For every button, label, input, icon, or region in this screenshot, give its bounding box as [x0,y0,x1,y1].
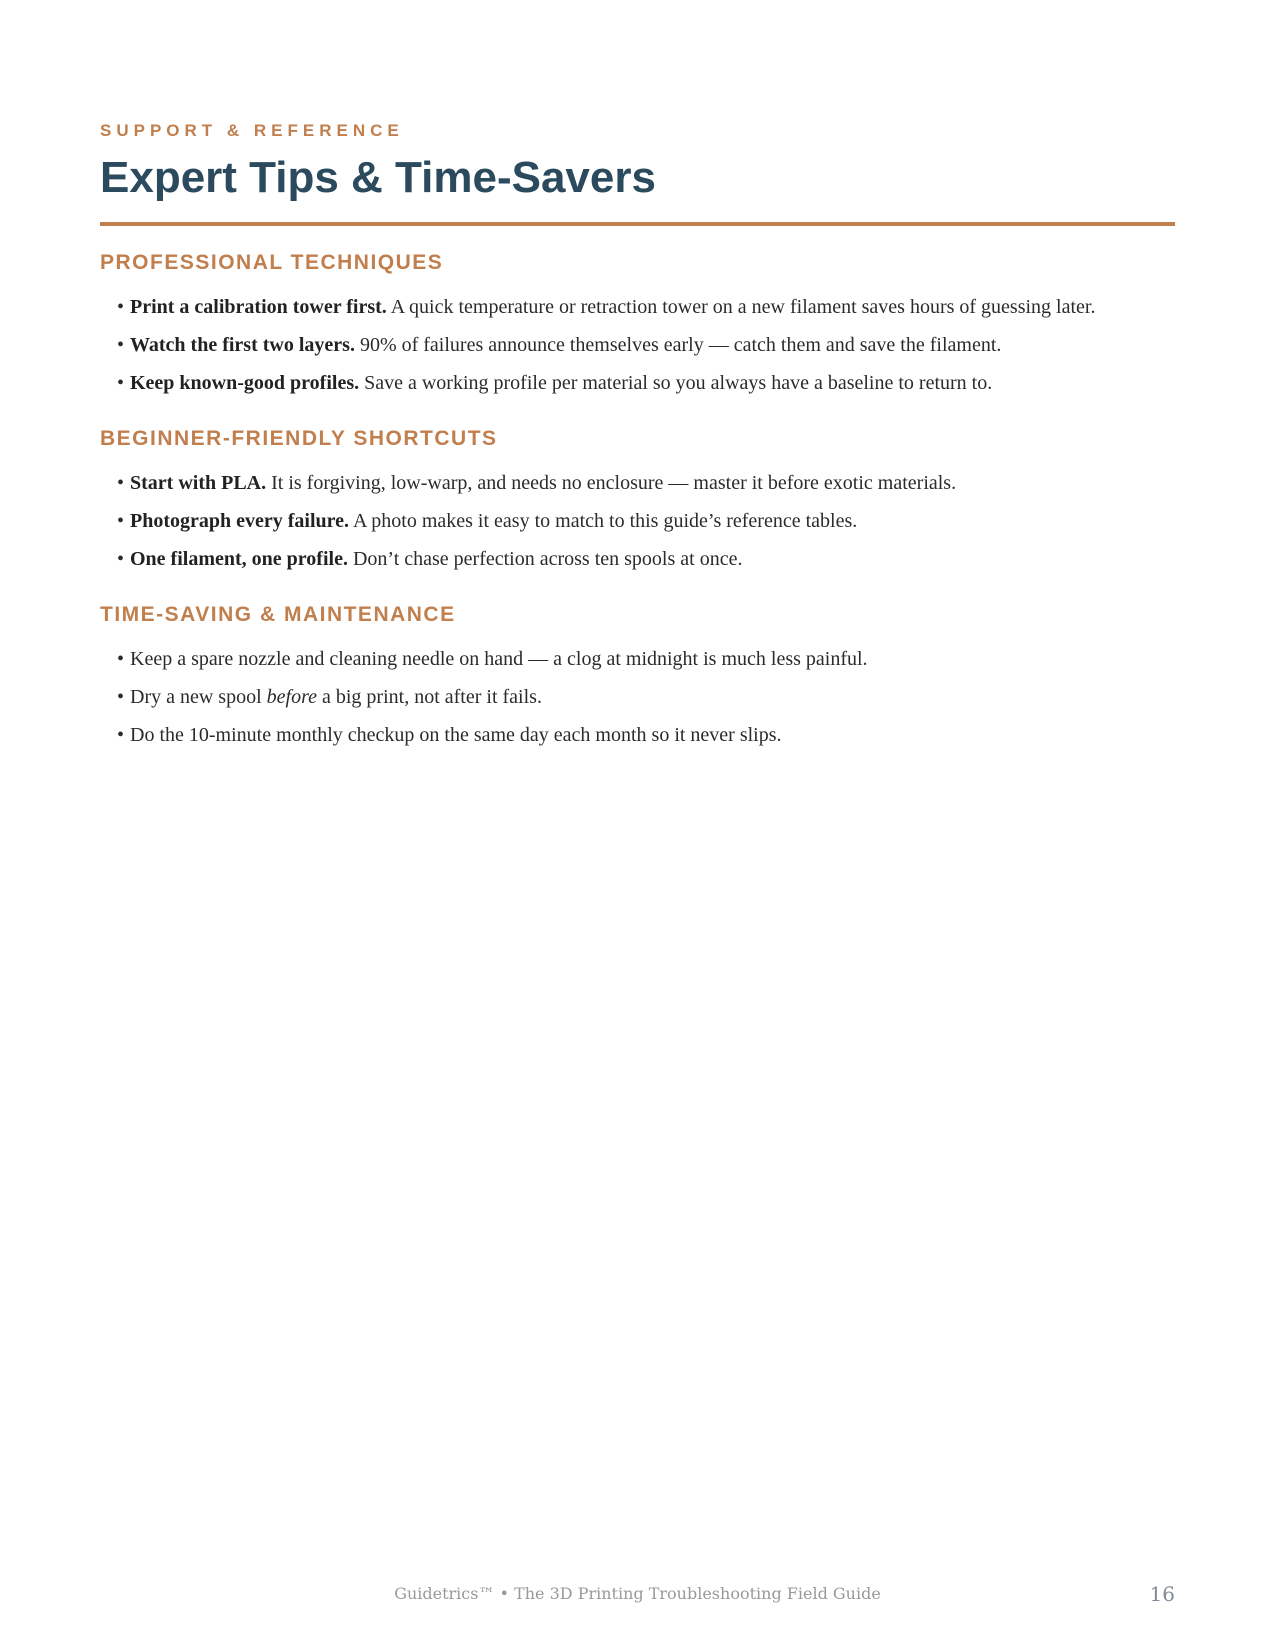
list-item [130,366,1175,400]
list-item [130,466,1175,500]
list-item [130,642,1175,676]
tip-lead: Watch the first two layers. [130,334,355,356]
list-item [130,504,1175,538]
page-footer [100,1583,1175,1607]
tip-text: It is forgiving, low-warp, and needs no enclosure — master it before exotic materials. [266,472,957,494]
footer-text: Guidetrics™ • The 3D Printing Troubleshooting Field Guide [394,1584,881,1603]
tip-list [100,642,1175,752]
tip-list [100,466,1175,576]
section-kicker: SUPPORT & REFERENCE [100,121,404,140]
tip-list [100,290,1175,400]
tip-text: Dry a new spool [130,686,267,708]
tip-text: A photo makes it easy to match to this guide’s reference tables. [349,510,858,532]
tip-text-after: a big print, not after it fails. [317,686,542,708]
content [100,250,1175,778]
tip-text: 90% of failures announce themselves early — catch them and save the filament. [354,334,1002,356]
title-divider [100,222,1175,226]
tip-lead: One filament, one profile. [130,548,348,570]
list-item [130,680,1175,714]
tip-lead: Keep known-good profiles. [130,372,360,394]
tip-text: Keep a spare nozzle and cleaning needle on hand — a clog at midnight is much less painful. [130,648,868,670]
tip-lead: Photograph every failure. [130,510,350,532]
tip-lead: Print a calibration tower first. [130,296,387,318]
tip-lead: Start with PLA. [130,472,267,494]
section-beginner-shortcuts [100,426,1175,576]
tip-text: A quick temperature or retraction tower on a new filament saves hours of guessing later. [386,296,1096,318]
tip-text: Do the 10-minute monthly checkup on the same day each month so it never slips. [130,724,782,746]
tip-text: Save a working profile per material so you always have a baseline to return to. [359,372,993,394]
section-time-saving-maintenance [100,602,1175,752]
page-number: 16 [1149,1582,1175,1606]
list-item [130,718,1175,752]
section-heading: PROFESSIONAL TECHNIQUES [100,251,444,274]
tip-text: Don’t chase perfection across ten spools at once. [347,548,743,570]
section-heading: TIME-SAVING & MAINTENANCE [100,603,456,626]
tip-emphasis: before [266,686,317,708]
section-professional-techniques [100,250,1175,400]
list-item [130,328,1175,362]
list-item [130,290,1175,324]
section-heading: BEGINNER-FRIENDLY SHORTCUTS [100,427,498,450]
page-title: Expert Tips & Time-Savers [100,153,656,202]
document-page [100,0,1175,1651]
list-item [130,542,1175,576]
